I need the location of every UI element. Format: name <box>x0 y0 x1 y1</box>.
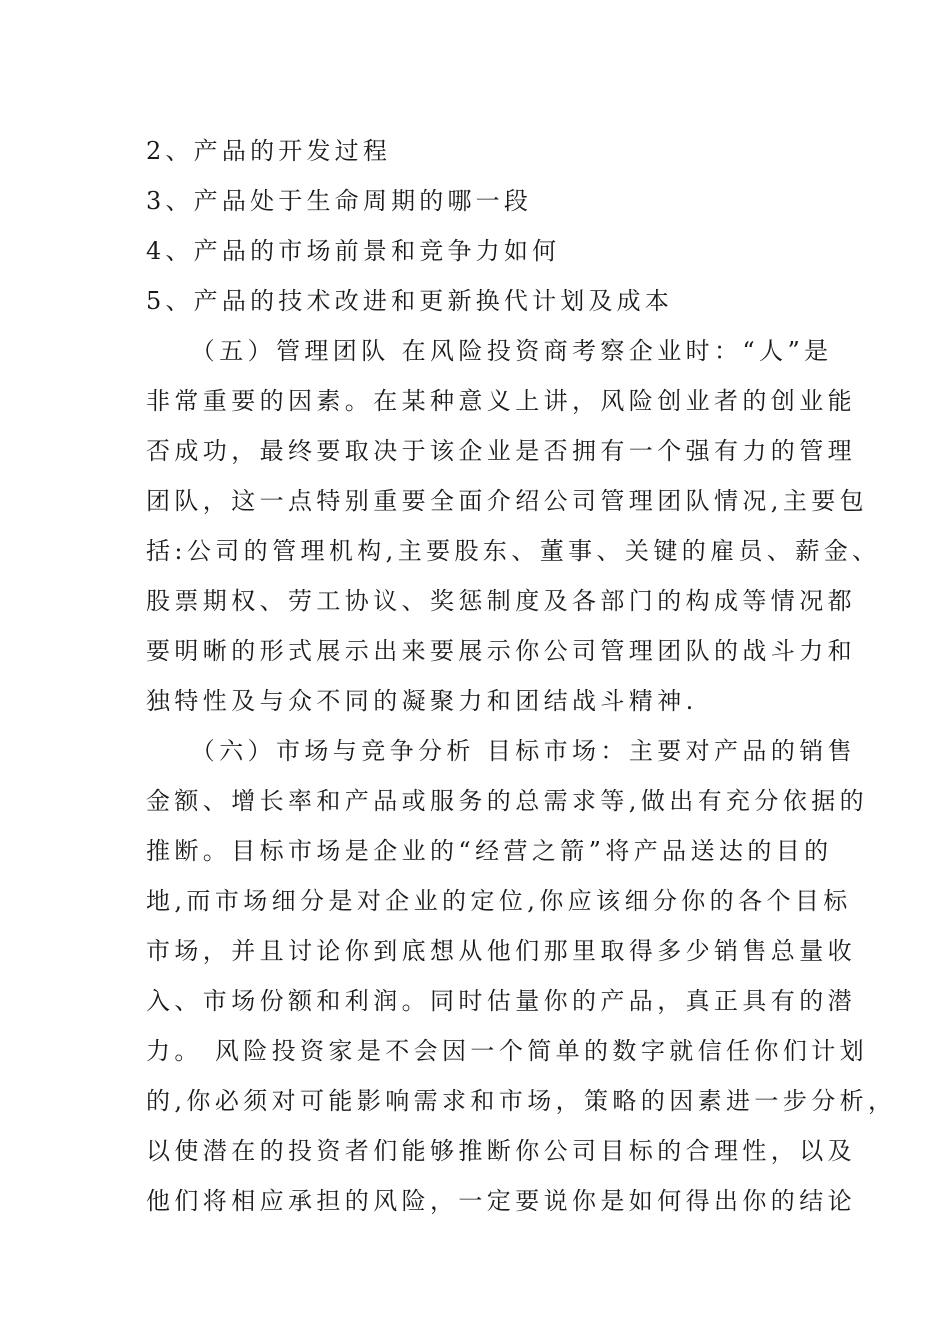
paragraph-line: 推断。目标市场是企业的“经营之箭”将产品送达的目的 <box>146 837 833 865</box>
paragraph-line: 非常重要的因素。在某种意义上讲，风险创业者的创业能 <box>146 387 856 415</box>
paragraph-line: 独特性及与众不同的凝聚力和团结战斗精神. <box>146 687 698 715</box>
paragraph-line: 以使潜在的投资者们能够推断你公司目标的合理性，以及 <box>146 1137 856 1165</box>
paragraph-line: 入、市场份额和利润。同时估量你的产品，真正具有的潜 <box>146 987 856 1015</box>
paragraph-line: 市场，并且讨论你到底想从他们那里取得多少销售总量收 <box>146 937 856 965</box>
paragraph-line: 否成功，最终要取决于该企业是否拥有一个强有力的管理 <box>146 437 856 465</box>
list-item: 3、产品处于生命周期的哪一段 <box>146 187 533 215</box>
list-item: 4、产品的市场前景和竞争力如何 <box>146 237 561 265</box>
paragraph-line: 力。 风险投资家是不会因一个简单的数字就信任你们计划 <box>146 1037 869 1065</box>
list-item: 5、产品的技术改进和更新换代计划及成本 <box>146 287 674 315</box>
paragraph-line: 团队，这一点特别重要全面介绍公司管理团队情况,主要包 <box>146 487 869 515</box>
paragraph-line: 地,而市场细分是对企业的定位,你应该细分你的各个目标 <box>146 887 852 915</box>
paragraph-line: 他们将相应承担的风险，一定要说你是如何得出你的结论 <box>146 1187 856 1215</box>
list-item: 2、产品的开发过程 <box>146 137 392 165</box>
paragraph-line: 金额、增长率和产品或服务的总需求等,做出有充分依据的 <box>146 787 869 815</box>
paragraph-line: 要明晰的形式展示出来要展示你公司管理团队的战斗力和 <box>146 637 856 665</box>
paragraph-line: （五）管理团队 在风险投资商考察企业时：“人”是 <box>146 337 833 365</box>
paragraph-line: 的,你必须对可能影响需求和市场，策略的因素进一步分析， <box>146 1087 897 1115</box>
paragraph-line: 括:公司的管理机构,主要股东、董事、关键的雇员、薪金、 <box>146 537 881 565</box>
paragraph-line: （六）市场与竞争分析 目标市场：主要对产品的销售 <box>146 737 857 765</box>
paragraph-line: 股票期权、劳工协议、奖惩制度及各部门的构成等情况都 <box>146 587 856 615</box>
